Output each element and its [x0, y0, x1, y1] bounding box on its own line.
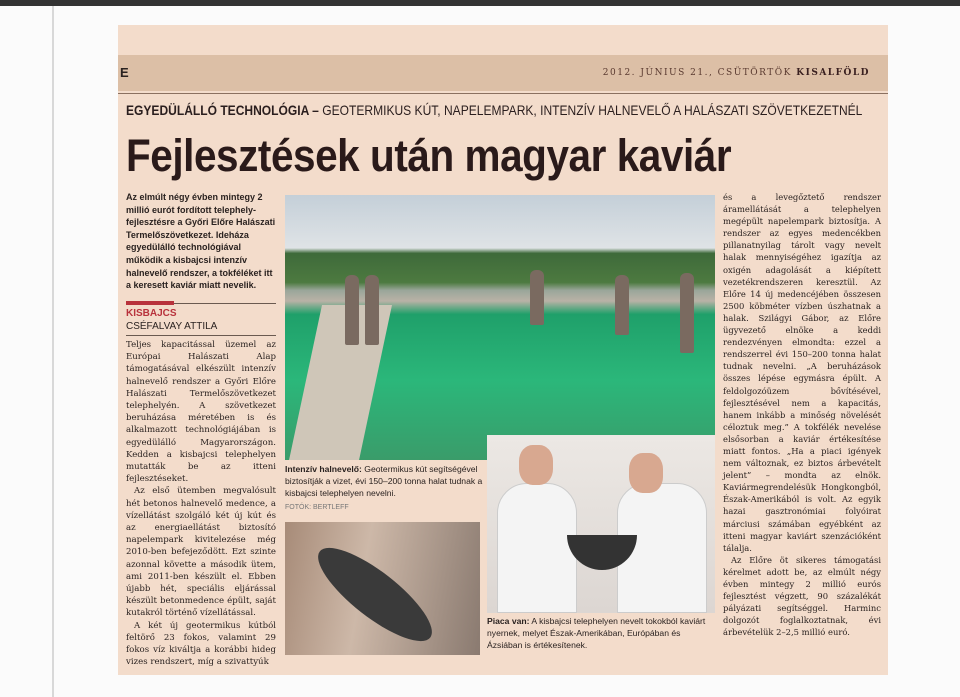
caption-text: Geotermikus kút segítségével biztosítják a vizet, évi 150–200 tonna halat tudnak a kisbajcsi telephelyen nevelni.	[285, 464, 483, 499]
lead-paragraph: Az elmúlt négy évben mintegy 2 millió eurót fordított telephely-fejlesztésre a Győri Előre Halászati Termelőszövetkezet. Ideháza egyedülálló technológiával működik a kisbajcsi intenzív halnevelő rendszer, a tokféléket itt a keresett kaviár miatt nevelik.	[126, 192, 276, 291]
pool-photo	[285, 195, 715, 460]
worker	[497, 483, 577, 613]
byline: CSÉFALVAY ATTILA	[126, 321, 218, 332]
person	[615, 275, 629, 335]
paragraph: Az Előre öt sikeres támogatási kérelmet adott be, az elmúlt négy évben mintegy 2 millió eurós fejlesztést végzett, 90 százalékát pályázati segítséggel. Harminc dolgozót foglalkoztatnak, évi árbevételük 2–2,5 millió euró.	[723, 554, 881, 638]
kicker-bold: EGYEDÜLÁLLÓ TECHNOLÓGIA –	[126, 102, 319, 118]
date-text: 2012. JÚNIUS 21., CSÜTÖRTÖK	[602, 68, 792, 78]
scan-border	[52, 6, 54, 697]
page-header-band	[118, 55, 888, 91]
person	[680, 273, 694, 353]
headline: Fejlesztések után magyar kaviár	[126, 130, 732, 181]
worker-head	[519, 445, 553, 485]
divider	[126, 335, 276, 336]
worker-head	[629, 453, 663, 493]
sturgeon	[306, 534, 444, 655]
photo-caption	[285, 463, 485, 514]
fish-photo	[285, 522, 480, 655]
caption-label: Intenzív halnevelő:	[285, 464, 362, 474]
left-column	[126, 339, 276, 668]
scan-edge	[0, 0, 960, 6]
kicker-rest: GEOTERMIKUS KÚT, NAPELEMPARK, INTENZÍV HALNEVELŐ A HALÁSZATI SZÖVETKEZETNÉL	[318, 102, 863, 118]
newspaper-clipping	[118, 25, 888, 675]
photo-caption	[487, 615, 717, 652]
paragraph: és a levegőztető rendszer áramellátását a telephelyen megépült napelempark biztosítja. A rendszer az egyes medencékben pillanatnyilag tárolt vagy nevelt halak mennyiségéhez igazítja az oxigén adagolását a kiépített vezetékrendszeren keresztül. Az Előre 14 új medencéjében összesen 2500 köbméter vízben úszhatnak a halak. Szilágyi Gábor, az Előre ügyvezető elnöke a keddi rendezvényen elmondta: ezzel a rendszerrel évi 150–200 tonna halat tudnak nevelni. „A beruházások összes lépése egymásra épült. A feldolgozóüzem bővítésével, fejlesztésével nem a kapacitás, hanem inkább a minőség növelését céloztuk meg.” A tokfélék nevelése elsősorban a kaviár értékesítése miatt fontos. „Ha a piaci igények nem változnak, ez biztos árbevételt jelent” – mondta az elnök. Kaviármegrendelésük Hongkongból, Észak-Amerikából is volt. Az egyik hazai gasztronómiai folyóirat márciusi számában egyébként az itteni magyar kaviárt szenzációként tálalja.	[723, 192, 881, 553]
person	[345, 275, 359, 345]
photo-credit: FOTÓK: BERTLEFF	[285, 503, 349, 511]
paragraph: Az első ütemben megvalósult hét betonos halnevelő medence, a vízellátást szolgáló két új kút és az energiaellátást biztosító napelempark kivitelezése még 2010-ben befejeződött. Ezt szinte azonnal követte a második ütem, ami 2011-ben készült el. Ebben újabb hét, speciális eljárással készült betonmedence épült, saját kutakról történő vízellátással.	[126, 486, 276, 619]
section-letter: E	[120, 65, 129, 80]
paragraph: Teljes kapacitással üzemel az Európai Halászati Alap támogatásával elkészült intenzív halnevelő rendszer a Győri Előre Halászati Termelőszövetkezet telephelyén. A szövetkezet beruházása méretében is és alkalmazott technológiájában is egyedülálló Magyarországon. Kedden a kisbajcsi telephelyen mutatták be az itteni fejlesztéseket.	[126, 340, 276, 485]
caption-label: Piaca van:	[487, 616, 530, 626]
paragraph: A két új geotermikus kútból feltörő 23 fokos, valamint 29 fokos víz kiváltja a korábbi hideg vizes rendszert, míg a szivattyúk	[126, 620, 276, 668]
issue-date	[603, 68, 870, 78]
dateline-place: KISBAJCS	[126, 308, 177, 319]
person	[530, 270, 544, 325]
right-column	[723, 191, 881, 638]
caption-text: A kisbajcsi telephelyen nevelt tokokból kaviárt nyernek, melyet Észak-Amerikában, Európában és Ázsiában is értékesítenek.	[487, 616, 706, 651]
workers-photo	[487, 435, 715, 613]
accent-bar	[126, 301, 174, 305]
divider	[118, 93, 888, 94]
person	[365, 275, 379, 345]
paper-name: KISALFÖLD	[796, 68, 870, 78]
kicker	[126, 102, 862, 118]
